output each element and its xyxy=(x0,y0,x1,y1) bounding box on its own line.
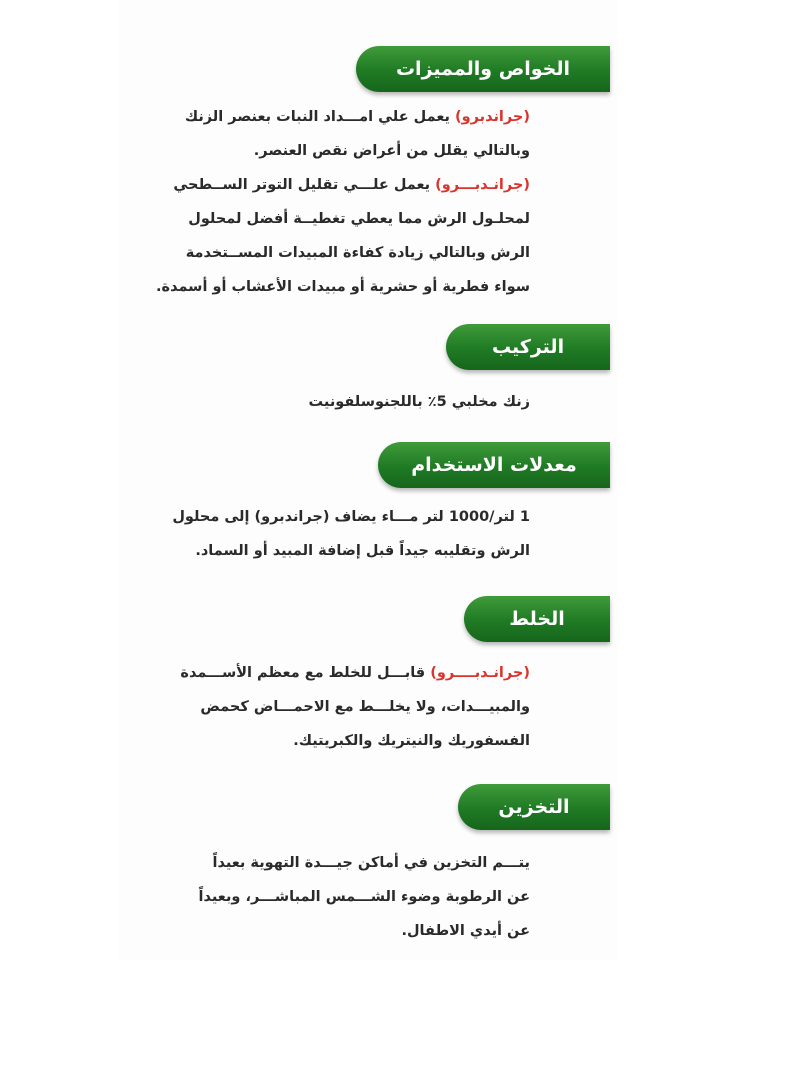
usage-line-2: الرش وتقليبه جيداً قبل إضافة المبيد أو السماد. xyxy=(195,543,530,559)
composition-header xyxy=(446,324,610,370)
usage-paragraph xyxy=(150,500,530,568)
composition-title: التركيب xyxy=(491,336,565,358)
storage-title: التخزين xyxy=(498,796,570,818)
mixing-header xyxy=(464,596,610,642)
storage-header xyxy=(458,784,610,830)
features-line-2: وبالتالي يقلل من أعراض نقص العنصر. xyxy=(253,143,530,159)
composition-paragraph xyxy=(150,385,530,419)
storage-line-1: يتـــم التخزين في أماكن جيـــدة التهوية بعيداً xyxy=(212,855,530,871)
features-paragraph xyxy=(150,100,530,304)
features-line-3: (جرانـدبـــرو) يعمل علـــي تقليل التوتر الســطحي xyxy=(173,177,530,193)
storage-line-3: عن أيدي الاطفال. xyxy=(401,923,530,939)
features-title: الخواص والمميزات xyxy=(395,58,571,80)
usage-title: معدلات الاستخدام xyxy=(411,454,577,476)
brand-name: (جراندبرو) xyxy=(455,109,530,125)
composition-line-1: زنك مخلبي 5٪ باللجنوسلفونيت xyxy=(308,394,530,410)
storage-paragraph xyxy=(150,846,530,948)
features-header xyxy=(356,46,610,92)
mixing-line-3: الفسفوريك والنيتريك والكبريتيك. xyxy=(293,733,530,749)
mixing-paragraph xyxy=(150,656,530,758)
mixing-line-1: (جرانـدبــــرو) قابـــل للخلط مع معظم الأســـمدة xyxy=(180,665,530,681)
storage-line-2: عن الرطوبة وضوء الشـــمس المباشـــر، وبعيداً xyxy=(198,889,530,905)
features-line-5: الرش وبالتالي زيادة كفاءة المبيدات المســتخدمة xyxy=(185,245,530,261)
features-line-6: سواء فطرية أو حشرية أو مبيدات الأعشاب أو أسمدة. xyxy=(156,279,530,295)
mixing-line-2: والمبيـــدات، ولا يخلـــط مع الاحمـــاض كحمض xyxy=(200,699,530,715)
features-line-1: (جراندبرو) يعمل علي امـــداد النبات بعنصر الزنك xyxy=(184,109,530,125)
brand-name: (جرانـدبــــرو) xyxy=(430,665,530,681)
features-line-4: لمحلـول الرش مما يعطي تغطيــة أفضل لمحلول xyxy=(188,211,530,227)
usage-line-1: 1 لتر/1000 لتر مـــاء يضاف (جراندبرو) إلى محلول xyxy=(172,509,530,525)
usage-header xyxy=(378,442,610,488)
brand-name: (جرانـدبـــرو) xyxy=(435,177,530,193)
mixing-title: الخلط xyxy=(509,608,565,630)
